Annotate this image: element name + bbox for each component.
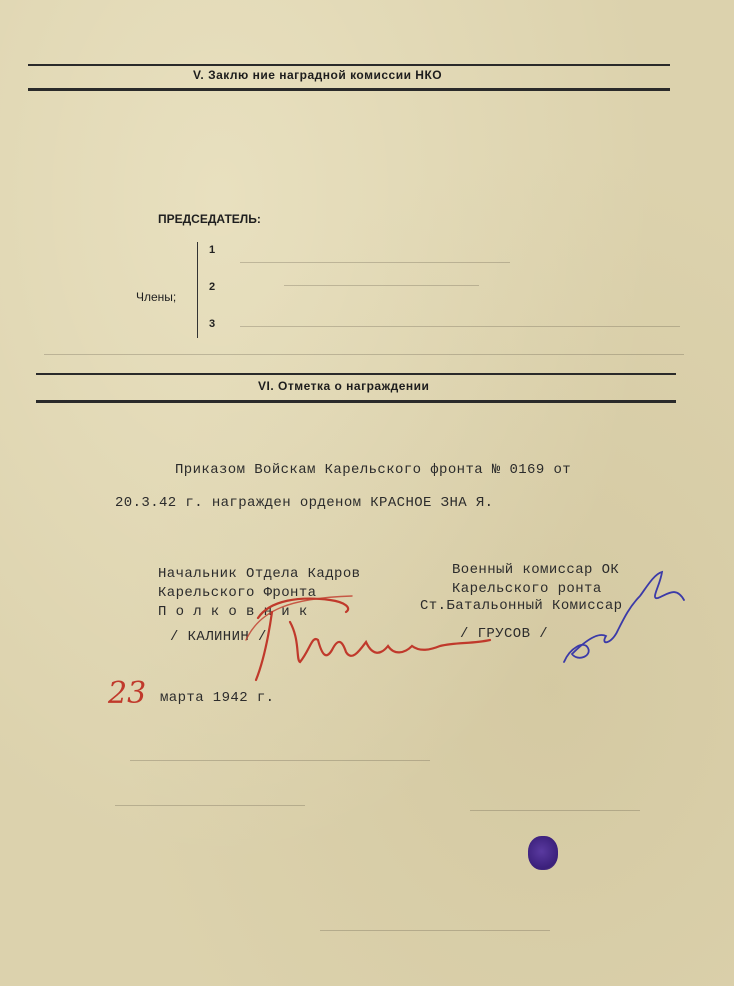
- right-signatory-name: / ГРУСОВ /: [460, 626, 549, 642]
- member-number-3: 3: [209, 318, 216, 330]
- date-rest: марта 1942 г.: [160, 690, 275, 706]
- left-signatory-name: / КАЛИНИН /: [170, 629, 267, 645]
- award-text-line-2: 20.3.42 г. награжден орденом КРАСНОЕ ЗНА Я.: [115, 495, 494, 511]
- member-number-1: 1: [209, 244, 216, 256]
- left-signatory-line-2: Карельского Фронта: [158, 585, 317, 601]
- section-6-title: VI. Отметка о награждении: [258, 379, 430, 393]
- section-5-title: V. Заклю ние наградной комиссии НКО: [193, 68, 443, 82]
- right-signatory-line-1: Военный комиссар ОК: [452, 562, 620, 578]
- date-day-handwritten: 23: [108, 676, 147, 711]
- red-signature-flourish: [246, 596, 352, 640]
- members-label: Члены;: [136, 290, 177, 304]
- chairman-label: ПРЕДСЕДАТЕЛЬ:: [158, 212, 261, 226]
- left-signatory-line-1: Начальник Отдела Кадров: [158, 566, 361, 582]
- blue-signature: [564, 572, 684, 662]
- award-text-line-1: Приказом Войскам Карельского фронта № 0169 от: [175, 462, 572, 478]
- member-number-2: 2: [209, 281, 216, 293]
- left-signatory-line-3: П о л к о в н и к: [158, 604, 308, 620]
- red-signature: [256, 599, 490, 680]
- right-signatory-line-2: Карельского ронта: [452, 581, 602, 597]
- right-signatory-line-3: Ст.Батальонный Комиссар: [420, 598, 623, 614]
